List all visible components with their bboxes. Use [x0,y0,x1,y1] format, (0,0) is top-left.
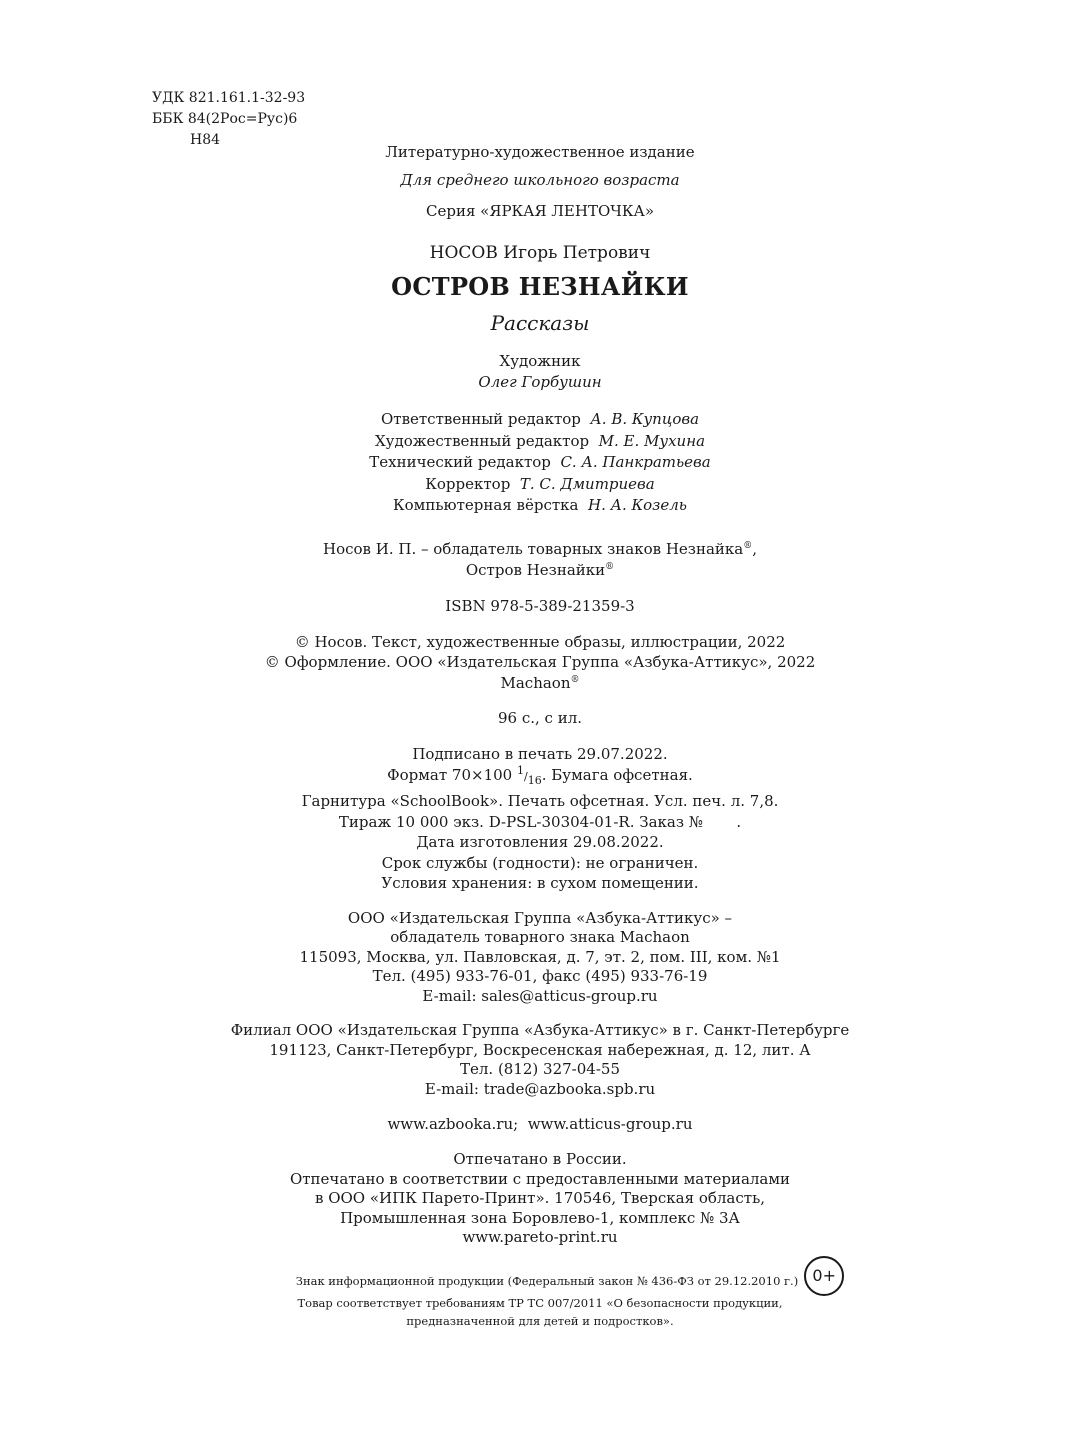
credit-name: С. А. Панкратьева [560,453,711,471]
copyright-brand-line [0,673,1080,694]
service-life: Срок службы (годности): не ограничен. [381,853,699,872]
registered-mark: ® [605,561,615,572]
info-sign-line [30,1262,1080,1302]
imprint-page [0,142,1080,1248]
trademark-line-2 [0,560,1080,581]
print-info-block [0,744,1080,894]
registered-mark: ® [743,540,753,551]
udk-code: УДК 821.161.1-32-93 [152,90,306,106]
trademark-text-1: Носов И. П. – обладатель товарных знаков Незнайка [322,539,744,558]
isbn: ISBN 978-5-389-21359-3 [445,596,635,615]
branch-address: 191123, Санкт-Петербург, Воскресенская набережная, д. 12, лит. А [269,1040,811,1059]
page-count: 96 с., с ил. [497,709,583,727]
credit-role: Ответственный редактор [380,410,581,428]
publisher-address: 115093, Москва, ул. Павловская, д. 7, эт. 2, пом. III, ком. №1 [299,947,781,966]
credit-name: А. В. Купцова [590,410,700,428]
credit-name: Н. А. Козель [588,496,687,514]
compliance-line-1: Товар соответствует требованиям ТР ТС 007/2011 «О безопасности продукции, [297,1296,783,1310]
credit-line [0,474,1080,496]
signed-date: Подписано в печать 29.07.2022. [412,745,668,763]
printer-block [0,1150,1080,1248]
copyright-brand: Machaon [500,673,571,692]
author-name: НОСОВ Игорь Петрович [429,243,651,263]
book-title: ОСТРОВ НЕЗНАЙКИ [391,272,689,301]
copyright-design: © Оформление. ООО «Издательская Группа «Азбука-Аттикус», 2022 [264,653,816,671]
publisher-trademark: обладатель товарного знака Machaon [390,928,690,946]
trademark-line-1: Носов И. П. – обладатель товарных знаков Незнайка®, [322,539,757,558]
artist-label: Художник [499,352,581,370]
credit-line [0,431,1080,453]
credit-name: М. Е. Мухина [598,431,706,450]
bbk-code: ББК 84(2Рос=Рус)6 [152,111,298,127]
publisher-phone: Тел. (495) 933-76-01, факс (495) 933-76-19 [372,967,708,985]
artist-name: Олег Горбушин [478,373,602,391]
printer-address: Промышленная зона Боровлево-1, комплекс № 3А [340,1208,740,1227]
credit-role: Компьютерная вёрстка [393,496,579,514]
age-rating-badge: 0+ [804,1256,844,1296]
credit-line [0,495,1080,517]
format-suffix: . Бумага офсетная. [541,765,693,784]
credit-role: Корректор [425,474,511,493]
publisher-email: E-mail: sales@atticus-group.ru [422,986,658,1005]
format-prefix: Формат 70×100 [387,765,513,784]
publisher-block [0,909,1080,1007]
copyright-block [0,632,1080,694]
info-sign-text: Знак информационной продукции (Федеральный закон № 436-ФЗ от 29.12.2010 г.) [295,1274,799,1288]
branch-name: Филиал ООО «Издательская Группа «Азбука-Аттикус» в г. Санкт-Петербурге [230,1021,850,1039]
printer-note: Отпечатано в соответствии с предоставленными материалами [289,1169,791,1188]
format-line: Формат 70×100 $^1/_{16}$. Бумага офсетная. [387,763,693,787]
print-run: Тираж 10 000 экз. D-PSL-30304-01-R. Заказ № . [338,812,742,831]
book-subtitle: Рассказы [490,311,590,335]
compliance-line-2: предназначенной для детей и подростков». [406,1314,674,1328]
author-mark: Н84 [190,132,221,148]
printer-name: в ООО «ИПК Парето-Принт». 170546, Тверская область, [314,1189,766,1207]
credit-line [0,409,1080,431]
branch-block [0,1021,1080,1099]
copyright-text: © Носов. Текст, художественные образы, иллюстрации, 2022 [294,632,786,651]
typeface-line: Гарнитура «SchoolBook». Печать офсетная. Усл. печ. л. 7,8. [301,792,779,810]
credit-line [0,452,1080,474]
manufacture-date: Дата изготовления 29.08.2022. [416,833,664,851]
format-denominator: 16 [527,773,542,787]
branch-phone: Тел. (812) 327-04-55 [460,1060,620,1078]
credit-name: Т. С. Дмитриева [519,474,655,493]
branch-email: E-mail: trade@azbooka.spb.ru [424,1079,656,1098]
websites: www.azbooka.ru; www.atticus-group.ru [387,1115,693,1133]
footer-block [0,1262,1080,1330]
series: Серия «ЯРКАЯ ЛЕНТОЧКА» [425,202,654,220]
registered-mark: ® [570,674,580,685]
trademark-block [0,539,1080,581]
storage-conditions: Условия хранения: в сухом помещении. [381,874,699,892]
printer-website: www.pareto-print.ru [462,1228,618,1246]
credit-role: Художественный редактор [374,431,590,450]
trademark-text-2: Остров Незнайки [465,560,606,579]
edition-type: Литературно-художественное издание [385,143,695,161]
age-group: Для среднего школьного возраста [400,171,680,189]
credit-role: Технический редактор [369,453,551,471]
printed-in: Отпечатано в России. [453,1150,627,1168]
publisher-name: ООО «Издательская Группа «Азбука-Аттикус» – [347,908,733,927]
credits-list [0,409,1080,517]
format-numerator: 1 [517,763,524,777]
